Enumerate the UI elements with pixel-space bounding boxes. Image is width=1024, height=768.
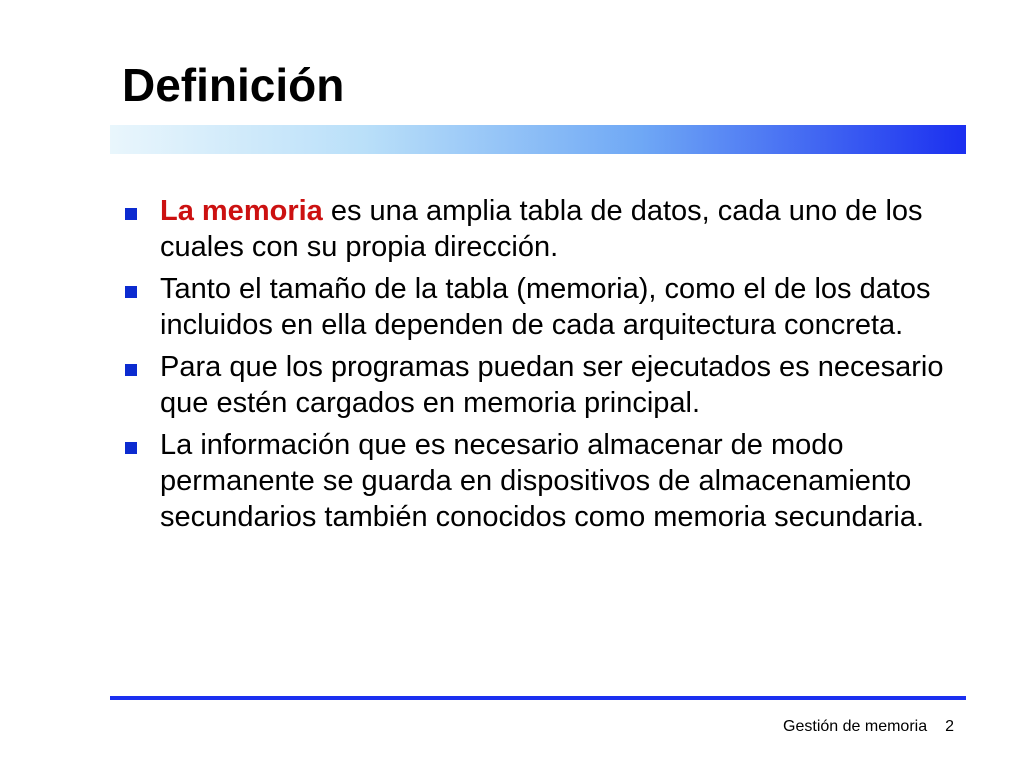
square-bullet-icon: [125, 286, 137, 298]
slide-title: Definición: [122, 59, 345, 111]
title-gradient-bar: [110, 125, 966, 154]
bullet-text: Para que los programas puedan ser ejecutados es necesario que estén cargados en memoria principal.: [160, 351, 944, 419]
square-bullet-icon: [125, 442, 137, 454]
square-bullet-icon: [125, 208, 137, 220]
footer-divider: [110, 696, 966, 700]
footer-label: Gestión de memoria: [783, 718, 928, 735]
bullet-text: Tanto el tamaño de la tabla (memoria), como el de los datos incluidos en ella dependen de cada arquitectura concreta.: [160, 273, 931, 341]
footer: [783, 718, 954, 736]
square-bullet-icon: [125, 364, 137, 376]
bullet-item: [120, 427, 970, 535]
bullet-item: [120, 349, 970, 421]
bullet-text: es una amplia tabla de datos, cada uno de los cuales con su propia dirección.: [160, 195, 923, 263]
bullet-item: [120, 193, 970, 265]
bullet-item: [120, 271, 970, 343]
page-number: 2: [945, 718, 954, 735]
bullet-list: [120, 193, 970, 541]
highlight-term: La memoria: [160, 195, 323, 227]
bullet-text: La información que es necesario almacenar de modo permanente se guarda en dispositivos de almacenamiento secundarios también conocidos como memoria secundaria.: [160, 429, 925, 533]
